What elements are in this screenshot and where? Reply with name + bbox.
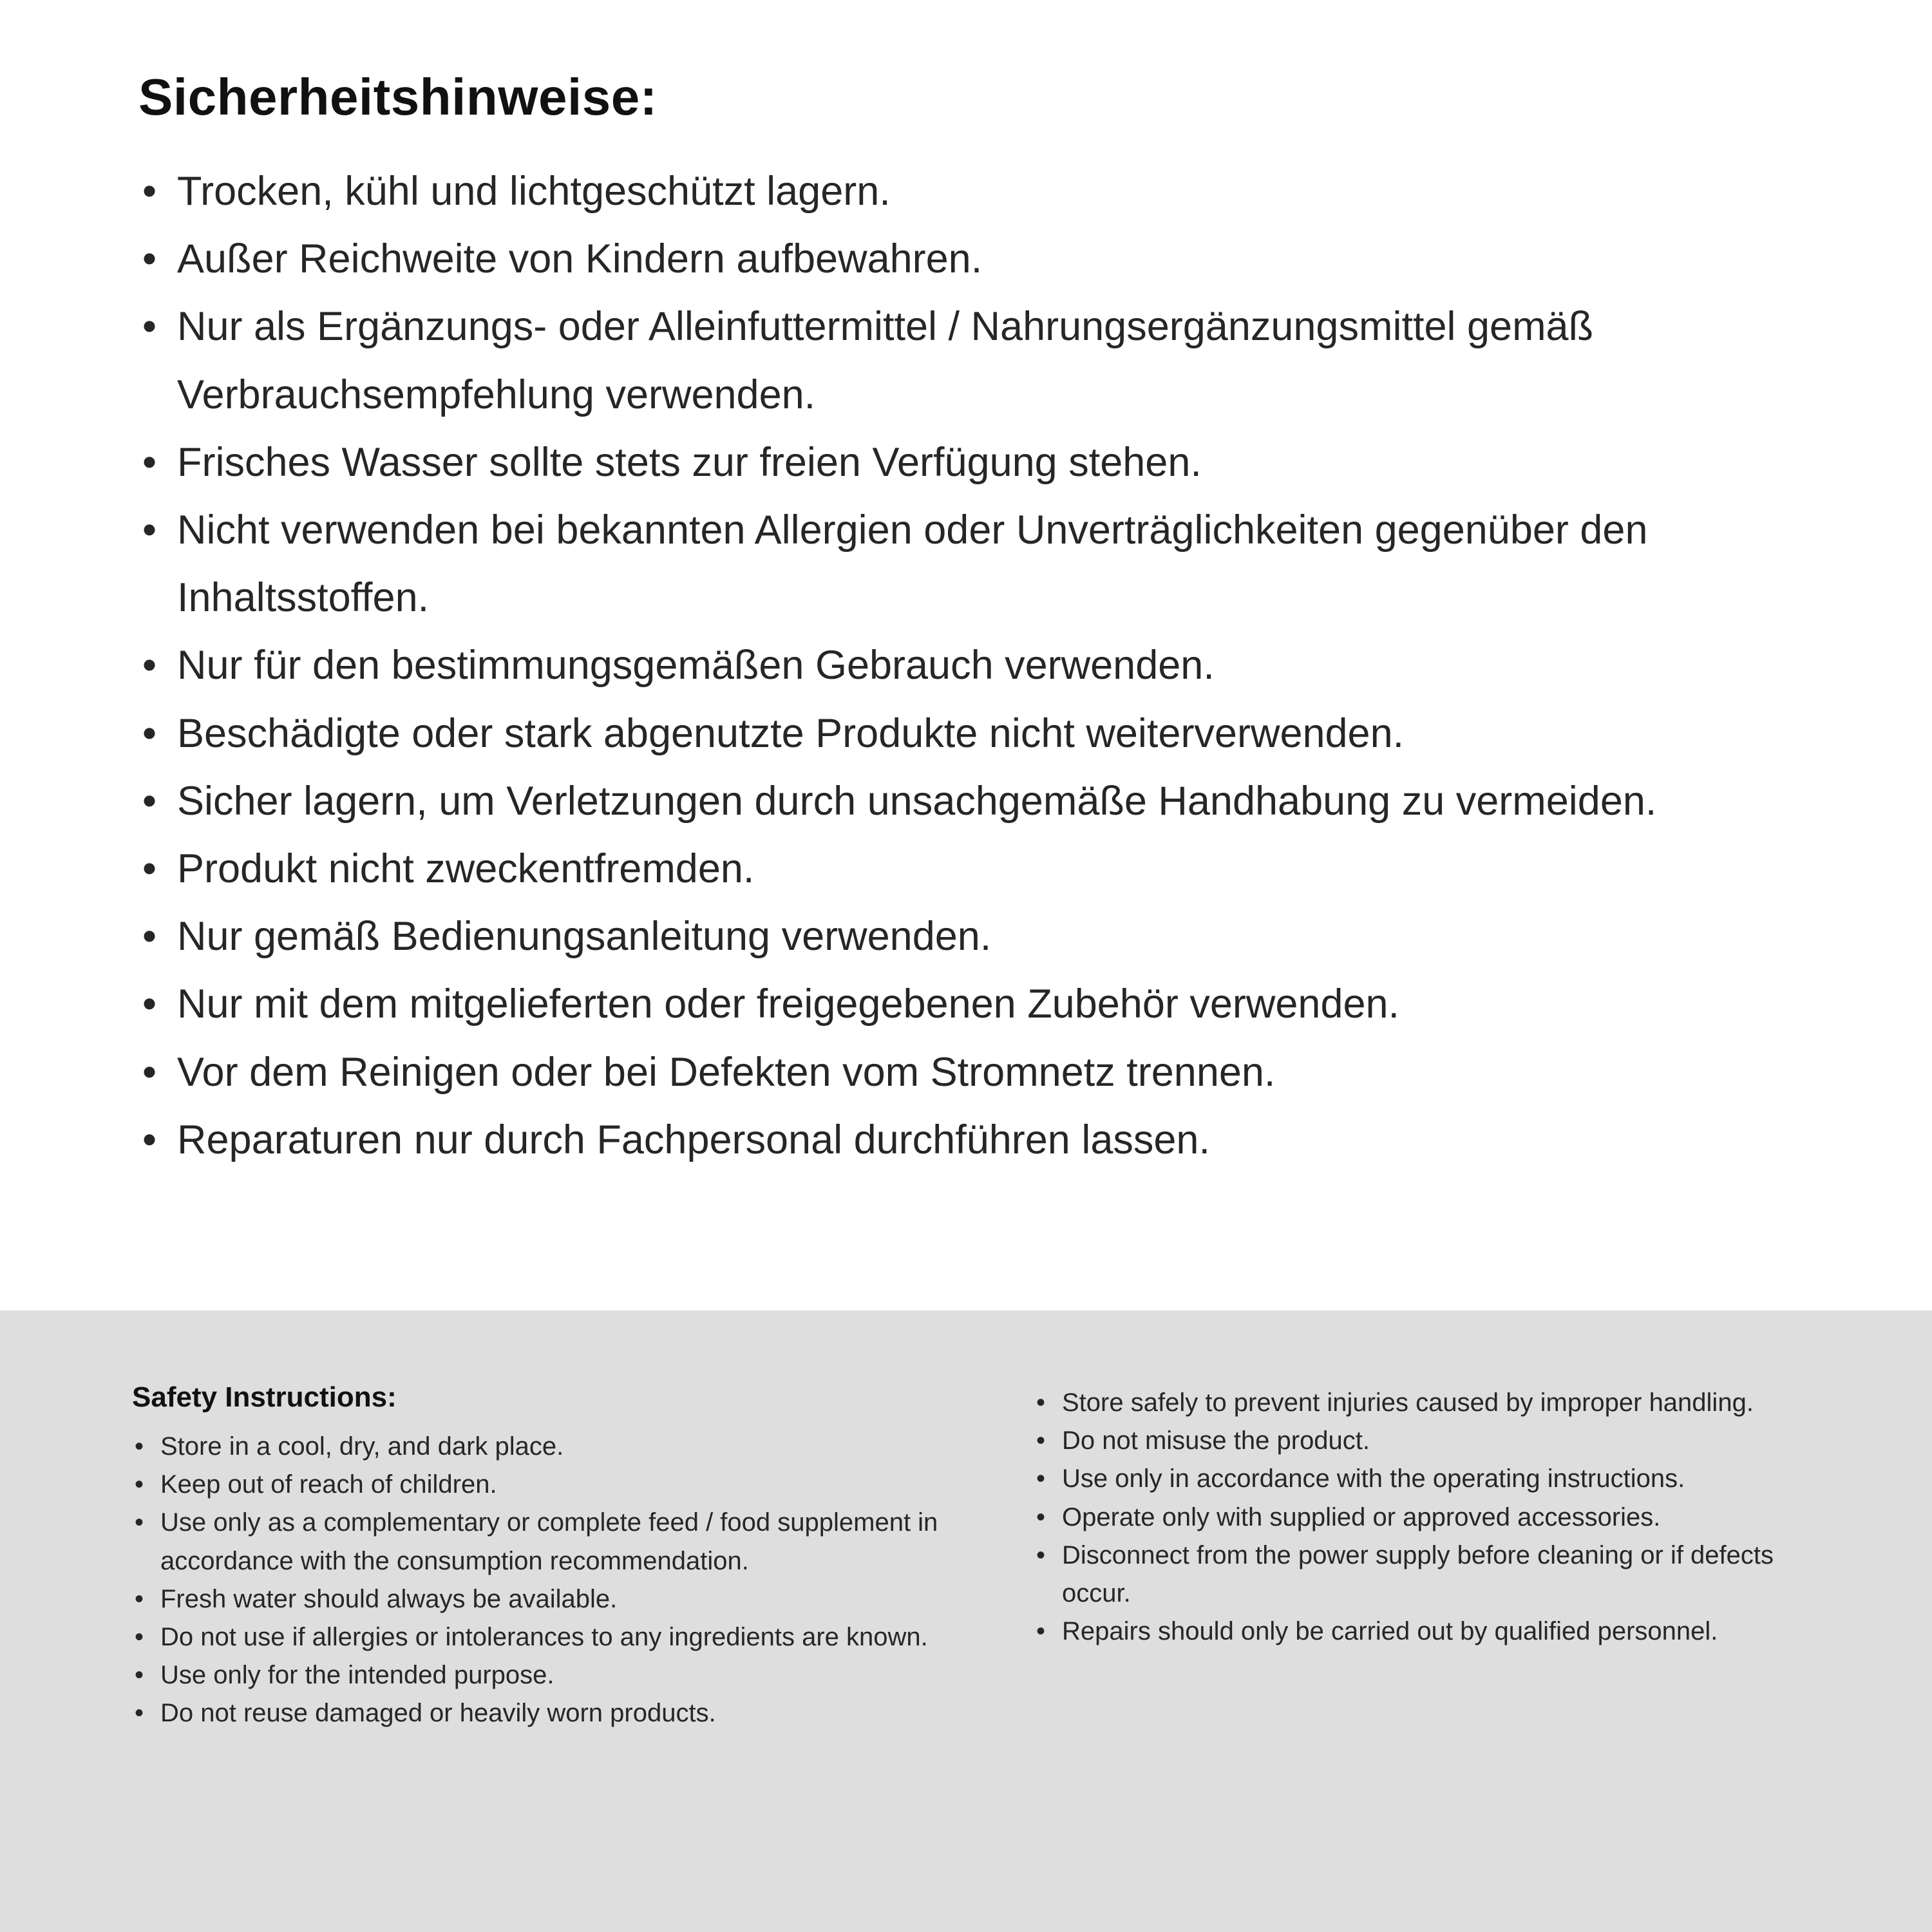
list-item: • Disconnect from the power supply before cleaning or if defects occur. [1034, 1537, 1835, 1613]
list-item: • Do not use if allergies or intolerances to any ingredients are known. [132, 1618, 989, 1656]
list-item: • Nur mit dem mitgelieferten oder freigegebenen Zubehör verwenden. [138, 971, 1803, 1038]
english-safety-list-left [132, 1428, 989, 1733]
list-item: • Nur gemäß Bedienungsanleitung verwenden. [138, 903, 1803, 971]
list-item: • Repairs should only be carried out by qualified personnel. [1034, 1613, 1835, 1651]
list-item: • Produkt nicht zweckentfremden. [138, 835, 1803, 903]
english-safety-section [0, 1311, 1932, 1932]
list-item: • Trocken, kühl und lichtgeschützt lagern. [138, 158, 1803, 225]
german-safety-list [138, 158, 1803, 1174]
english-left-column [132, 1381, 1034, 1733]
german-section-heading: Sicherheitshinweise: [138, 68, 658, 126]
list-item: • Nur als Ergänzungs- oder Alleinfuttermittel / Nahrungsergänzungsmittel gemäß Verbrauchsempfehlung verwenden. [138, 293, 1803, 428]
list-item: • Nicht verwenden bei bekannten Allergien oder Unverträglichkeiten gegenüber den Inhaltsstoffen. [138, 497, 1803, 632]
list-item: • Vor dem Reinigen oder bei Defekten vom Stromnetz trennen. [138, 1039, 1803, 1106]
list-item: • Use only for the intended purpose. [132, 1656, 989, 1694]
list-item: • Außer Reichweite von Kindern aufbewahren. [138, 225, 1803, 293]
list-item: • Beschädigte oder stark abgenutzte Produkte nicht weiterverwenden. [138, 700, 1803, 768]
list-item: • Do not reuse damaged or heavily worn products. [132, 1694, 989, 1732]
list-item: • Frisches Wasser sollte stets zur freien Verfügung stehen. [138, 429, 1803, 497]
list-item: • Reparaturen nur durch Fachpersonal durchführen lassen. [138, 1106, 1803, 1174]
list-item: • Use only as a complementary or complete feed / food supplement in accordance with the consumption recommendation. [132, 1504, 989, 1580]
list-item: • Sicher lagern, um Verletzungen durch unsachgemäße Handhabung zu vermeiden. [138, 768, 1803, 835]
list-item: • Nur für den bestimmungsgemäßen Gebrauch verwenden. [138, 632, 1803, 699]
list-item: • Operate only with supplied or approved accessories. [1034, 1499, 1835, 1537]
list-item: • Use only in accordance with the operating instructions. [1034, 1460, 1835, 1498]
list-item: • Store safely to prevent injuries caused by improper handling. [1034, 1384, 1835, 1422]
english-right-column [1034, 1381, 1835, 1651]
list-item: • Fresh water should always be available. [132, 1580, 989, 1618]
english-section-heading: Safety Instructions: [132, 1381, 397, 1413]
list-item: • Keep out of reach of children. [132, 1466, 989, 1504]
list-item: • Store in a cool, dry, and dark place. [132, 1428, 989, 1466]
english-safety-list-right [1034, 1384, 1835, 1651]
list-item: • Do not misuse the product. [1034, 1422, 1835, 1460]
